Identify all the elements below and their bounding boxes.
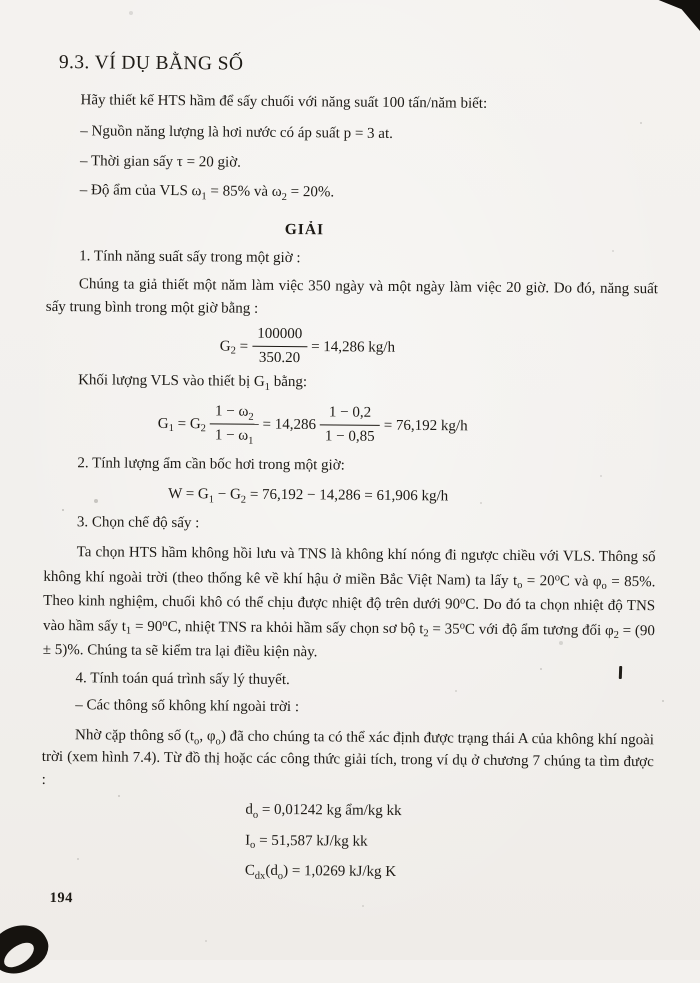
fraction xyxy=(252,324,307,369)
formula-g2 xyxy=(45,322,657,372)
fraction-denominator: 350.20 xyxy=(252,346,307,369)
formula-g2-result: = 14,286 kg/h xyxy=(311,338,396,356)
step4-title: 4. Tính toán quá trình sấy lý thuyết. xyxy=(75,670,290,689)
fraction-denominator: $1 - \omega_1$ xyxy=(210,423,259,446)
condition-moisture: – Độ ẩm của VLS $\omega_1 = 85\%$ và $\omega_2 = 20\%$. xyxy=(79,182,335,203)
formula-g1 xyxy=(45,400,657,450)
step1-title: 1. Tính năng suất sấy trong một giờ : xyxy=(79,248,301,267)
result-io: $I_o = 51,587$ kJ/kg kk xyxy=(245,832,368,851)
formula-g2-lhs: $G_2$ = xyxy=(219,338,249,358)
fraction-numerator: 1 − 0,2 xyxy=(328,404,372,421)
result-list xyxy=(245,795,646,890)
fraction xyxy=(210,401,259,446)
condition-energy-source: – Nguồn năng lượng là hơi nước có áp suất p = 3 at. xyxy=(80,123,393,142)
solution-heading: GIẢI xyxy=(284,221,325,239)
fraction xyxy=(320,402,380,448)
formula-g1-result: = 76,192 kg/h xyxy=(383,417,468,435)
section-heading: 9.3. VÍ DỤ BẰNG SỐ xyxy=(58,52,244,75)
step4-subtitle: – Các thông số không khí ngoài trời : xyxy=(75,697,300,716)
step4-paragraph: Nhờ cặp thông số ($t_o$, $\varphi_o$) đã cho chúng ta có thể xác định được trạng thái A của không khí ngoài trời (xem hình 7.4). Từ đồ thị hoặc các công thức giải tích, trong ví dụ ở chương 7 chúng ta tìm được : xyxy=(41,727,655,788)
step3-paragraph: Ta chọn HTS hầm không hồi lưu và TNS là không khí nóng đi ngược chiều với VLS. Thông số không khí ngoài trời (theo thống kê về khí hậu ở miền Bắc Việt Nam) ta lấy $t_o = 20^oC$ và $\varphi_o = 85\%$. Theo kinh nghiệm, chuối khô có thể chịu được nhiệt độ trên dưới 90$^o$C. Do đó ta chọn nhiệt độ TNS vào hầm sấy $t_1 = 90^oC$, nhiệt TNS ra khỏi hầm sấy chọn sơ bộ $t_2 = 35^oC$ với độ ẩm tương đối $\varphi_2 = (90 \pm 5)\%$. Chúng ta sẽ kiểm tra lại điều kiện này. xyxy=(42,544,656,661)
problem-intro: Hãy thiết kế HTS hầm để sấy chuối với năng suất 100 tấn/năm biết: xyxy=(80,92,488,112)
step1-paragraph: Chúng ta giả thiết một năm làm việc 350 ngày và một ngày làm việc 20 giờ. Do đó, năng suất sấy trung bình trong một giờ bằng : xyxy=(45,276,659,317)
step3-title: 3. Chọn chế độ sấy : xyxy=(76,514,200,532)
result-cdx: $C_{dx}(d_o) = 1,0269$ kJ/kg K xyxy=(244,862,397,882)
scan-noise-speckles xyxy=(0,0,2,2)
formula-w xyxy=(44,483,656,509)
formula-g1-lhs: $G_1 = G_2$ xyxy=(157,415,206,435)
formula-g1-mid: = 14,286 xyxy=(262,416,317,434)
scan-ink-tick xyxy=(619,666,622,679)
fraction-denominator: 1 − 0,85 xyxy=(320,424,380,448)
result-do: $d_o = 0,01242$ kg ẩm/kg kk xyxy=(245,801,402,821)
g1-intro: Khối lượng VLS vào thiết bị $G_1$ bằng: xyxy=(78,372,308,393)
page-number: 194 xyxy=(49,889,73,907)
condition-drying-time: – Thời gian sấy τ = 20 giờ. xyxy=(79,153,242,171)
fraction-numerator: $1 - \omega_2$ xyxy=(215,403,254,423)
step2-title: 2. Tính lượng ẩm cần bốc hơi trong một giờ: xyxy=(77,455,345,474)
fraction-numerator: 100000 xyxy=(257,325,303,343)
formula-w-text: $W = G_1 - G_2 = 76,192 - 14,286 = 61,906$ kg/h xyxy=(168,485,449,506)
